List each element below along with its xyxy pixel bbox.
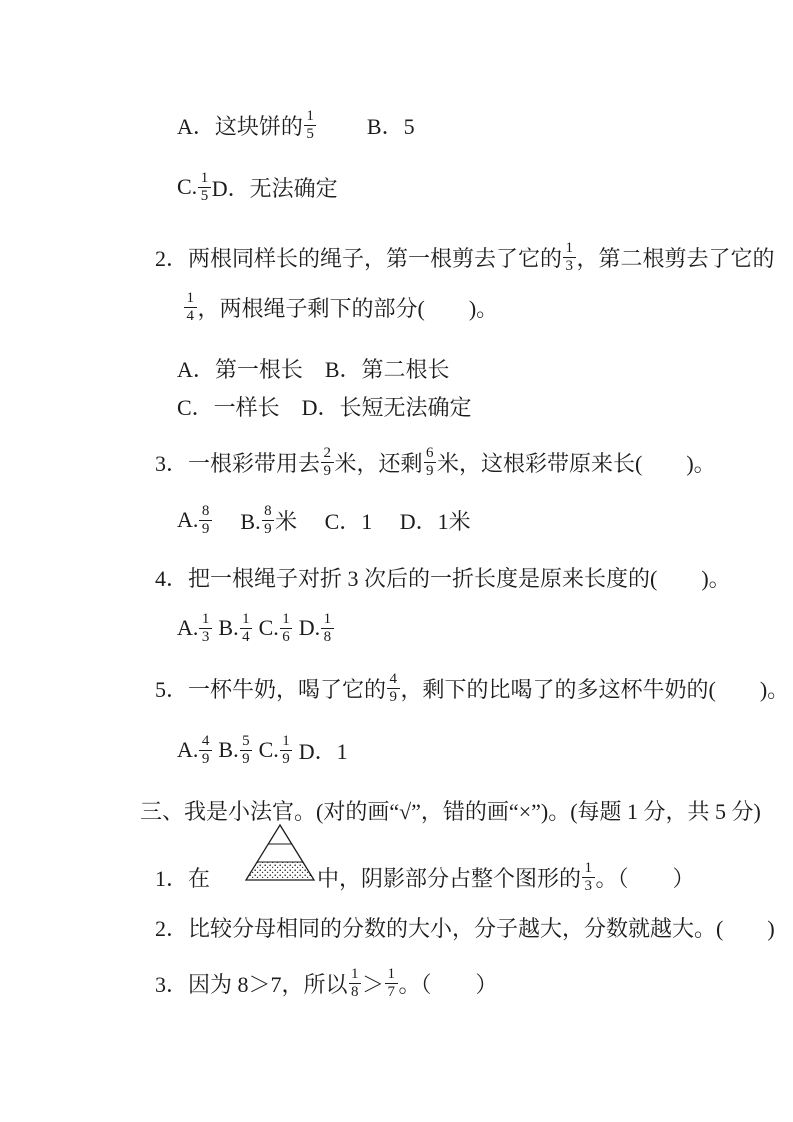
fraction-8-9	[199, 503, 212, 537]
denominator: 9	[201, 521, 210, 537]
question-text: 米，还剩	[334, 450, 423, 476]
answer-blank: 。（ ）	[398, 971, 498, 997]
option-c-label: C.	[177, 174, 198, 199]
denominator: 9	[282, 751, 290, 767]
greater-than-sign: ＞	[362, 971, 385, 997]
fraction-8-9	[262, 503, 275, 537]
numerator: 1	[321, 611, 334, 629]
shaded-triangle-figure	[211, 798, 316, 914]
fraction-6-9	[424, 445, 437, 479]
option-a-label: A.	[177, 737, 199, 762]
denominator: 3	[584, 878, 593, 894]
fraction-4-9	[199, 733, 212, 767]
choice-q2-options-cd	[177, 386, 472, 426]
question-text: 1．在	[155, 865, 211, 891]
numerator: 6	[424, 445, 437, 463]
question-text: 中，阴影部分占整个图形的	[317, 865, 582, 891]
numerator: 1	[280, 733, 293, 751]
fraction-5-9	[240, 733, 253, 767]
choice-q1-options-cd	[177, 167, 338, 207]
fraction-1-3	[563, 240, 576, 274]
judge-q2	[155, 907, 775, 947]
numerator: 2	[321, 445, 334, 463]
choice-q2-options-ab	[177, 348, 450, 388]
numerator: 1	[304, 108, 317, 126]
options-text: C．一样长 D．长短无法确定	[177, 394, 472, 420]
fraction-2-9	[321, 445, 334, 479]
numerator: 4	[199, 733, 212, 751]
numerator: 1	[199, 611, 212, 629]
question-text: 3．一根彩带用去	[155, 450, 321, 476]
denominator: 4	[242, 629, 250, 645]
denominator: 9	[242, 751, 250, 767]
judge-q3	[155, 963, 498, 1003]
answer-blank: 。（ ）	[595, 865, 695, 891]
question-text: ，第二根剪去了它的	[576, 245, 775, 271]
choice-q2-text-line1	[155, 237, 775, 277]
judge-q1	[155, 857, 695, 897]
choice-q5-options	[177, 730, 348, 770]
denominator: 6	[282, 629, 290, 645]
fraction-1-8	[321, 611, 334, 645]
denominator: 7	[387, 984, 396, 1000]
question-text: 4．把一根绳子对折 3 次后的一折长度是原来长度的( )。	[155, 565, 731, 591]
option-c-label: C.	[253, 737, 279, 762]
option-d-label: D.	[293, 615, 321, 640]
question-text: ，剩下的比喝了的多这杯牛奶的( )。	[400, 676, 790, 702]
fraction-1-9	[280, 733, 293, 767]
options-text: A．第一根长 B．第二根长	[177, 356, 450, 382]
option-cd-label: 米 C．1 D．1米	[275, 508, 471, 534]
fraction-1-5	[198, 170, 211, 204]
option-d-label: D．1	[293, 738, 348, 764]
numerator: 1	[385, 966, 398, 984]
choice-q5-text	[155, 668, 789, 708]
numerator: 4	[387, 671, 400, 689]
denominator: 3	[201, 629, 210, 645]
numerator: 1	[582, 860, 595, 878]
fraction-1-6	[280, 611, 293, 645]
numerator: 1	[563, 240, 576, 258]
denominator: 8	[323, 629, 332, 645]
question-text: ，两根绳子剩下的部分( )。	[197, 295, 499, 321]
question-text: 米，这根彩带原来长( )。	[437, 450, 716, 476]
fraction-1-3	[199, 611, 212, 645]
numerator: 8	[199, 503, 212, 521]
numerator: 1	[240, 611, 253, 629]
denominator: 9	[201, 751, 210, 767]
section-heading-text: 三、我是小法官。(对的画“√”，错的画“×”)。(每题 1 分，共 5 分)	[140, 798, 761, 824]
numerator: 5	[240, 733, 253, 751]
option-c-label: C.	[253, 615, 279, 640]
denominator: 9	[389, 689, 398, 705]
fraction-1-4	[240, 611, 253, 645]
fraction-1-8	[349, 966, 362, 1000]
fraction-4-9	[387, 671, 400, 705]
option-a-label: A.	[177, 615, 199, 640]
question-text: 2．两根同样长的绳子，第一根剪去了它的	[155, 245, 563, 271]
fraction-1-3	[582, 860, 595, 894]
numerator: 1	[280, 611, 293, 629]
denominator: 9	[264, 521, 272, 537]
fraction-1-5	[304, 108, 317, 142]
question-text: 2．比较分母相同的分数的大小，分子越大，分数就越大。( )	[155, 915, 775, 941]
choice-q3-text	[155, 442, 716, 482]
choice-q3-options	[177, 500, 471, 540]
denominator: 3	[565, 258, 574, 274]
option-b-label: B.	[212, 615, 239, 640]
numerator: 8	[262, 503, 275, 521]
option-a-label: A.	[177, 507, 199, 532]
numerator: 1	[349, 966, 362, 984]
fraction-1-7	[385, 966, 398, 1000]
option-b-label: B.	[212, 737, 239, 762]
option-a-label: A．这块饼的	[177, 113, 303, 139]
denominator: 4	[186, 308, 194, 324]
option-d-label: D．无法确定	[211, 175, 338, 201]
fraction-1-4	[184, 290, 197, 324]
choice-q1-options-ab	[177, 105, 415, 145]
option-b-label: B.	[212, 508, 261, 534]
choice-q4-options	[177, 608, 335, 648]
denominator: 9	[323, 463, 332, 479]
choice-q2-text-line2	[183, 287, 498, 327]
denominator: 5	[200, 188, 209, 204]
denominator: 9	[426, 463, 434, 479]
choice-q4-text	[155, 557, 731, 597]
question-text: 5．一杯牛奶，喝了它的	[155, 676, 387, 702]
numerator: 1	[184, 290, 197, 308]
option-b-label: B．5	[317, 113, 415, 139]
numerator: 1	[198, 170, 211, 188]
denominator: 8	[351, 984, 359, 1000]
denominator: 5	[306, 126, 314, 142]
question-text: 3．因为 8＞7，所以	[155, 971, 348, 997]
